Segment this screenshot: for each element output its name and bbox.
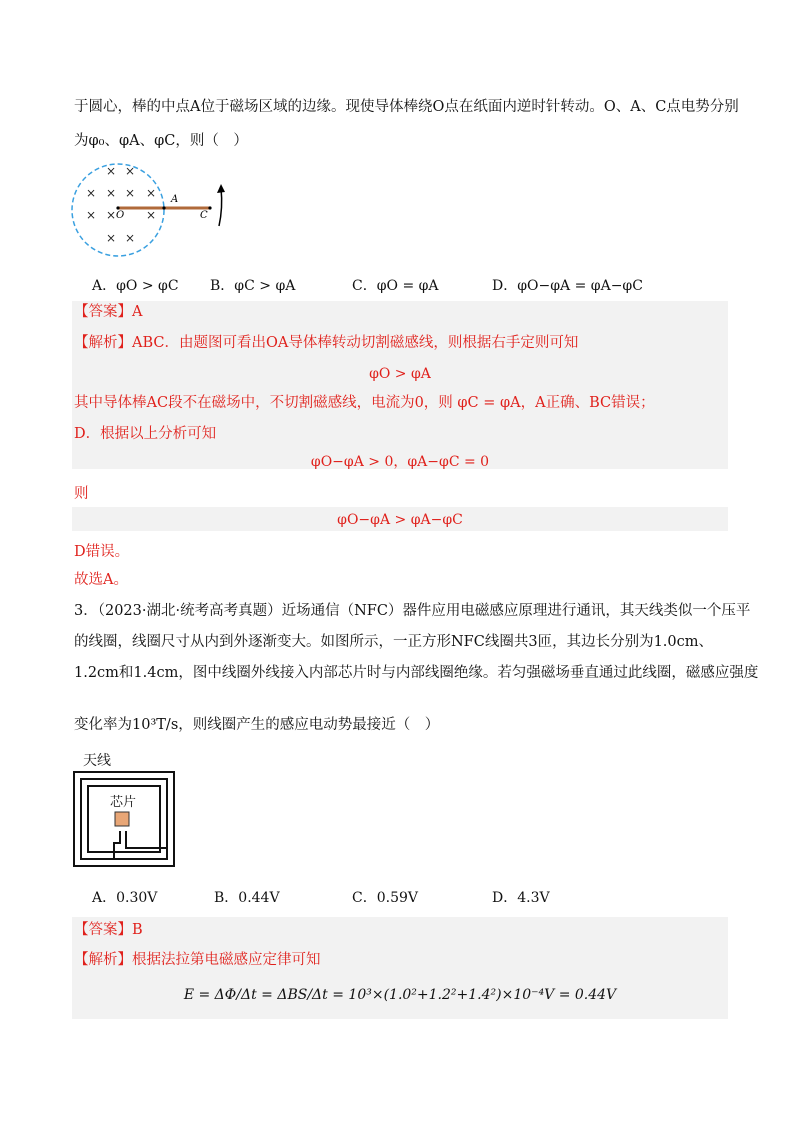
q2-equation-2: φO−φA > 0，φA−φC = 0 bbox=[310, 454, 490, 470]
cross-mark: × bbox=[106, 231, 117, 245]
q2-option-b[interactable]: B．φC > φA bbox=[210, 278, 296, 294]
q2-choose: 故选A。 bbox=[74, 572, 128, 588]
q2-analysis-line3: D．根据以上分析可知 bbox=[74, 426, 217, 442]
cross-mark: × bbox=[125, 186, 136, 200]
q2-stem-line1: 于圆心，棒的中点A位于磁场区域的边缘。现使导体棒绕O点在纸面内逆时针转动。O、A、C点电势分别 bbox=[74, 99, 739, 115]
cross-mark: × bbox=[106, 186, 117, 200]
point-a-dot bbox=[162, 206, 165, 209]
point-c-dot bbox=[208, 206, 211, 209]
q3-option-d[interactable]: D．4.3V bbox=[492, 890, 550, 906]
q2-analysis-line2: 其中导体棒AC段不在磁场中，不切割磁感线，电流为0，则 φC = φA，A正确、BC错误； bbox=[74, 395, 655, 411]
q2-magnetic-field-figure bbox=[70, 160, 240, 260]
q2-option-a[interactable]: A．φO > φC bbox=[92, 278, 179, 294]
q3-option-c[interactable]: C．0.59V bbox=[352, 890, 419, 906]
q2-d-wrong: D错误。 bbox=[74, 544, 130, 560]
cross-mark: × bbox=[146, 186, 157, 200]
q3-answer: 【答案】B bbox=[74, 922, 143, 938]
q3-stem-line1: 3．（2023·湖北·统考高考真题）近场通信（NFC）器件应用电磁感应原理进行通讯，其天线类似一个压平 bbox=[74, 603, 751, 619]
label-a: A bbox=[171, 194, 179, 205]
chip-label: 芯片 bbox=[110, 795, 137, 810]
q3-equation: E = ΔΦ/Δt = ΔBS/Δt = 10³×(1.0²+1.2²+1.4²)×10⁻⁴V = 0.44V bbox=[183, 987, 617, 1003]
cross-mark: × bbox=[125, 164, 136, 178]
q3-option-b[interactable]: B．0.44V bbox=[214, 890, 280, 906]
cross-mark: × bbox=[125, 231, 136, 245]
cross-mark: × bbox=[106, 164, 117, 178]
q3-analysis-line1: 【解析】根据法拉第电磁感应定律可知 bbox=[74, 952, 321, 968]
cross-mark: × bbox=[146, 208, 157, 222]
q2-stem-line2: 为φ₀、φA、φC，则（ ） bbox=[74, 133, 248, 149]
label-o: O bbox=[116, 210, 125, 221]
q2-option-d[interactable]: D．φO−φA = φA−φC bbox=[492, 278, 643, 294]
q2-equation-1: φO > φA bbox=[369, 366, 431, 382]
q3-stem-line4: 变化率为10³T/s，则线圈产生的感应电动势最接近（ ） bbox=[74, 717, 440, 733]
cross-mark: × bbox=[86, 186, 97, 200]
cross-mark: × bbox=[106, 208, 117, 222]
rotation-arrowhead-icon bbox=[217, 184, 225, 193]
label-c: C bbox=[200, 210, 208, 221]
q3-stem-line3: 1.2cm和1.4cm，图中线圈外线接入内部芯片时与内部线圈绝缘。若匀强磁场垂直通过此线圈，磁感应强度 bbox=[74, 665, 759, 681]
rotation-arrow-icon bbox=[219, 188, 222, 226]
q2-equation-3: φO−φA > φA−φC bbox=[337, 512, 463, 528]
cross-mark: × bbox=[86, 208, 97, 222]
q2-answer: 【答案】A bbox=[74, 304, 143, 320]
q2-option-c[interactable]: C．φO = φA bbox=[352, 278, 439, 294]
chip-square bbox=[115, 812, 129, 826]
antenna-label: 天线 bbox=[83, 753, 111, 769]
q3-stem-line2: 的线圈，线圈尺寸从内到外逐渐变大。如图所示，一正方形NFC线圈共3匝，其边长分别为1.0cm、 bbox=[74, 634, 713, 650]
q3-option-a[interactable]: A．0.30V bbox=[92, 890, 158, 906]
q2-then: 则 bbox=[74, 486, 89, 502]
q2-analysis-line1: 【解析】ABC．由题图可看出OA导体棒转动切割磁感线，则根据右手定则可知 bbox=[74, 335, 579, 351]
q3-nfc-coil-figure bbox=[70, 748, 180, 870]
